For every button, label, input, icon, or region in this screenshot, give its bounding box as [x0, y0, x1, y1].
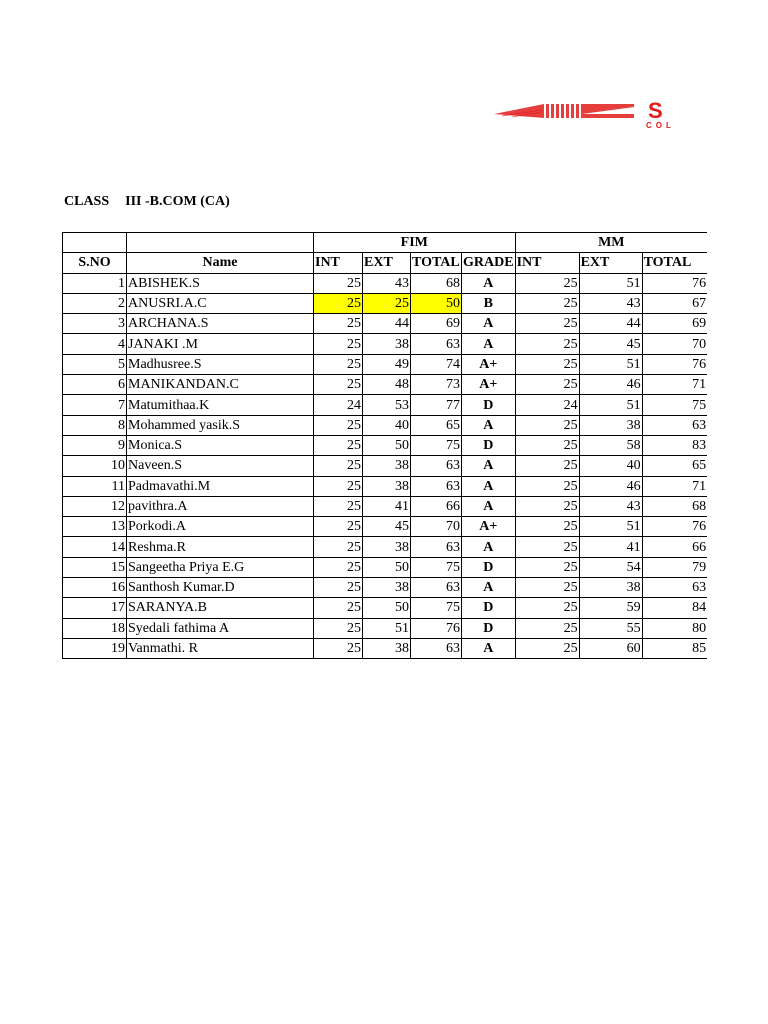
cell-fim-grade: D	[462, 395, 516, 415]
cell-fim-int: 25	[314, 598, 363, 618]
cell-fim-grade: A	[462, 456, 516, 476]
cell-sno: 7	[63, 395, 127, 415]
cell-mm-ext: 41	[579, 537, 642, 557]
header-mm-int: INT	[515, 253, 579, 273]
cell-sno: 14	[63, 537, 127, 557]
cell-fim-int: 25	[314, 415, 363, 435]
table-row	[63, 638, 708, 658]
class-value: III -B.COM (CA)	[125, 194, 230, 209]
cell-mm-ext: 44	[579, 314, 642, 334]
cell-sno: 15	[63, 557, 127, 577]
cell-fim-int: 25	[314, 273, 363, 293]
cell-fim-total: 66	[411, 496, 462, 516]
group-mm: MM	[515, 233, 707, 253]
cell-fim-ext: 50	[363, 557, 411, 577]
logo-letter: S	[648, 100, 663, 123]
cell-sno: 5	[63, 354, 127, 374]
cell-mm-total: 71	[642, 476, 707, 496]
table-row	[63, 354, 708, 374]
cell-fim-total: 65	[411, 415, 462, 435]
table-row	[63, 598, 708, 618]
cell-mm-int: 24	[515, 395, 579, 415]
cell-fim-grade: D	[462, 557, 516, 577]
group-fim: FIM	[314, 233, 516, 253]
cell-name: Monica.S	[127, 435, 314, 455]
logo-subtext: COL	[646, 121, 675, 130]
cell-fim-int: 25	[314, 456, 363, 476]
cell-fim-total: 63	[411, 476, 462, 496]
cell-mm-total: 83	[642, 435, 707, 455]
cell-fim-total: 77	[411, 395, 462, 415]
header-mm-ext: EXT	[579, 253, 642, 273]
cell-mm-ext: 51	[579, 517, 642, 537]
cell-mm-ext: 54	[579, 557, 642, 577]
cell-fim-total: 50	[411, 293, 462, 313]
cell-mm-int: 25	[515, 415, 579, 435]
cell-fim-ext: 38	[363, 476, 411, 496]
table-row	[63, 415, 708, 435]
cell-sno: 1	[63, 273, 127, 293]
table-row	[63, 557, 708, 577]
cell-name: SARANYA.B	[127, 598, 314, 618]
cell-mm-total: 75	[642, 395, 707, 415]
cell-name: Sangeetha Priya E.G	[127, 557, 314, 577]
cell-fim-int: 25	[314, 476, 363, 496]
cell-mm-int: 25	[515, 598, 579, 618]
cell-fim-int: 25	[314, 578, 363, 598]
cell-name: ANUSRI.A.C	[127, 293, 314, 313]
cell-name: JANAKI .M	[127, 334, 314, 354]
cell-fim-ext: 53	[363, 395, 411, 415]
cell-fim-ext: 48	[363, 375, 411, 395]
cell-mm-int: 25	[515, 557, 579, 577]
table-row	[63, 476, 708, 496]
cell-fim-ext: 40	[363, 415, 411, 435]
cell-mm-total: 76	[642, 354, 707, 374]
class-label: CLASS	[64, 194, 110, 209]
cell-sno: 13	[63, 517, 127, 537]
cell-mm-total: 76	[642, 273, 707, 293]
cell-fim-int: 25	[314, 334, 363, 354]
cell-fim-int: 25	[314, 638, 363, 658]
cell-mm-total: 66	[642, 537, 707, 557]
cell-fim-grade: A	[462, 314, 516, 334]
cell-fim-int: 25	[314, 293, 363, 313]
cell-fim-total: 63	[411, 537, 462, 557]
cell-fim-total: 69	[411, 314, 462, 334]
cell-mm-int: 25	[515, 435, 579, 455]
cell-fim-grade: A+	[462, 517, 516, 537]
cell-mm-total: 68	[642, 496, 707, 516]
cell-fim-total: 74	[411, 354, 462, 374]
cell-mm-int: 25	[515, 496, 579, 516]
cell-mm-int: 25	[515, 476, 579, 496]
cell-mm-int: 25	[515, 273, 579, 293]
table-row	[63, 456, 708, 476]
cell-fim-int: 25	[314, 496, 363, 516]
cell-mm-total: 63	[642, 578, 707, 598]
cell-fim-grade: A	[462, 496, 516, 516]
cell-mm-int: 25	[515, 456, 579, 476]
class-heading	[64, 194, 230, 210]
cell-fim-grade: D	[462, 435, 516, 455]
table-row	[63, 395, 708, 415]
marks-table	[62, 232, 707, 659]
cell-mm-total: 71	[642, 375, 707, 395]
header-fim-total: TOTAL	[411, 253, 462, 273]
cell-fim-grade: A	[462, 638, 516, 658]
table-row	[63, 273, 708, 293]
cell-mm-ext: 59	[579, 598, 642, 618]
cell-name: Matumithaa.K	[127, 395, 314, 415]
cell-sno: 19	[63, 638, 127, 658]
cell-fim-total: 70	[411, 517, 462, 537]
cell-mm-total: 76	[642, 517, 707, 537]
cell-name: Vanmathi. R	[127, 638, 314, 658]
cell-name: ABISHEK.S	[127, 273, 314, 293]
cell-mm-int: 25	[515, 517, 579, 537]
cell-mm-ext: 46	[579, 375, 642, 395]
cell-fim-total: 76	[411, 618, 462, 638]
cell-mm-ext: 46	[579, 476, 642, 496]
cell-fim-ext: 38	[363, 537, 411, 557]
college-logo-icon	[492, 100, 702, 130]
cell-mm-int: 25	[515, 334, 579, 354]
cell-fim-total: 75	[411, 435, 462, 455]
cell-fim-int: 25	[314, 557, 363, 577]
cell-mm-int: 25	[515, 293, 579, 313]
table-row	[63, 578, 708, 598]
cell-fim-grade: A	[462, 578, 516, 598]
header-sno: S.NO	[63, 253, 127, 273]
table-row	[63, 618, 708, 638]
header-fim-int: INT	[314, 253, 363, 273]
column-header-row	[63, 253, 708, 273]
cell-fim-grade: A	[462, 273, 516, 293]
college-logo	[492, 100, 702, 130]
cell-name: ARCHANA.S	[127, 314, 314, 334]
cell-sno: 8	[63, 415, 127, 435]
cell-fim-grade: B	[462, 293, 516, 313]
cell-name: Mohammed yasik.S	[127, 415, 314, 435]
cell-fim-ext: 43	[363, 273, 411, 293]
cell-fim-int: 25	[314, 435, 363, 455]
cell-fim-ext: 38	[363, 578, 411, 598]
cell-fim-grade: A+	[462, 375, 516, 395]
cell-mm-total: 63	[642, 415, 707, 435]
table-row	[63, 375, 708, 395]
cell-sno: 18	[63, 618, 127, 638]
cell-mm-ext: 51	[579, 354, 642, 374]
cell-mm-int: 25	[515, 375, 579, 395]
group-header-row	[63, 233, 708, 253]
cell-mm-ext: 40	[579, 456, 642, 476]
blank-cell	[63, 233, 127, 253]
table-row	[63, 293, 708, 313]
cell-fim-ext: 51	[363, 618, 411, 638]
cell-mm-ext: 51	[579, 273, 642, 293]
cell-fim-int: 25	[314, 517, 363, 537]
table-row	[63, 537, 708, 557]
cell-fim-ext: 45	[363, 517, 411, 537]
cell-fim-grade: A	[462, 415, 516, 435]
cell-name: Reshma.R	[127, 537, 314, 557]
cell-mm-total: 84	[642, 598, 707, 618]
cell-fim-ext: 41	[363, 496, 411, 516]
cell-fim-int: 24	[314, 395, 363, 415]
cell-mm-ext: 60	[579, 638, 642, 658]
cell-fim-int: 25	[314, 314, 363, 334]
cell-sno: 12	[63, 496, 127, 516]
table-row	[63, 517, 708, 537]
cell-mm-total: 67	[642, 293, 707, 313]
cell-fim-grade: A	[462, 476, 516, 496]
cell-name: pavithra.A	[127, 496, 314, 516]
header-mm-total: TOTAL	[642, 253, 707, 273]
cell-sno: 6	[63, 375, 127, 395]
table-row	[63, 496, 708, 516]
cell-name: Syedali fathima A	[127, 618, 314, 638]
cell-fim-ext: 38	[363, 638, 411, 658]
cell-fim-total: 68	[411, 273, 462, 293]
cell-name: Santhosh Kumar.D	[127, 578, 314, 598]
cell-mm-ext: 55	[579, 618, 642, 638]
cell-mm-total: 65	[642, 456, 707, 476]
cell-fim-grade: D	[462, 618, 516, 638]
header-fim-grade: GRADE	[462, 253, 516, 273]
cell-mm-ext: 38	[579, 578, 642, 598]
cell-fim-int: 25	[314, 375, 363, 395]
cell-fim-ext: 38	[363, 334, 411, 354]
cell-mm-ext: 43	[579, 496, 642, 516]
cell-mm-int: 25	[515, 618, 579, 638]
table-row	[63, 314, 708, 334]
header-name: Name	[127, 253, 314, 273]
cell-name: Madhusree.S	[127, 354, 314, 374]
cell-sno: 4	[63, 334, 127, 354]
cell-fim-ext: 44	[363, 314, 411, 334]
cell-mm-total: 79	[642, 557, 707, 577]
cell-mm-total: 85	[642, 638, 707, 658]
cell-fim-int: 25	[314, 618, 363, 638]
cell-fim-total: 75	[411, 557, 462, 577]
cell-sno: 10	[63, 456, 127, 476]
cell-name: MANIKANDAN.C	[127, 375, 314, 395]
cell-fim-ext: 50	[363, 435, 411, 455]
cell-mm-ext: 51	[579, 395, 642, 415]
cell-mm-ext: 38	[579, 415, 642, 435]
blank-cell	[127, 233, 314, 253]
cell-name: Porkodi.A	[127, 517, 314, 537]
cell-mm-ext: 45	[579, 334, 642, 354]
cell-fim-ext: 49	[363, 354, 411, 374]
cell-mm-int: 25	[515, 537, 579, 557]
cell-sno: 16	[63, 578, 127, 598]
cell-sno: 11	[63, 476, 127, 496]
cell-mm-int: 25	[515, 354, 579, 374]
cell-mm-total: 69	[642, 314, 707, 334]
cell-sno: 2	[63, 293, 127, 313]
cell-mm-total: 70	[642, 334, 707, 354]
cell-fim-total: 63	[411, 578, 462, 598]
table-row	[63, 334, 708, 354]
table-row	[63, 435, 708, 455]
cell-fim-ext: 50	[363, 598, 411, 618]
cell-sno: 3	[63, 314, 127, 334]
cell-mm-int: 25	[515, 578, 579, 598]
cell-fim-int: 25	[314, 354, 363, 374]
cell-fim-total: 63	[411, 334, 462, 354]
cell-sno: 9	[63, 435, 127, 455]
cell-mm-ext: 58	[579, 435, 642, 455]
cell-mm-int: 25	[515, 314, 579, 334]
cell-fim-grade: A+	[462, 354, 516, 374]
cell-fim-total: 63	[411, 638, 462, 658]
cell-fim-grade: D	[462, 598, 516, 618]
cell-fim-grade: A	[462, 537, 516, 557]
cell-mm-total: 80	[642, 618, 707, 638]
cell-fim-total: 75	[411, 598, 462, 618]
cell-fim-total: 63	[411, 456, 462, 476]
cell-mm-int: 25	[515, 638, 579, 658]
cell-fim-int: 25	[314, 537, 363, 557]
cell-sno: 17	[63, 598, 127, 618]
cell-name: Naveen.S	[127, 456, 314, 476]
cell-name: Padmavathi.M	[127, 476, 314, 496]
cell-fim-ext: 38	[363, 456, 411, 476]
cell-mm-ext: 43	[579, 293, 642, 313]
header-fim-ext: EXT	[363, 253, 411, 273]
cell-fim-total: 73	[411, 375, 462, 395]
cell-fim-ext: 25	[363, 293, 411, 313]
cell-fim-grade: A	[462, 334, 516, 354]
